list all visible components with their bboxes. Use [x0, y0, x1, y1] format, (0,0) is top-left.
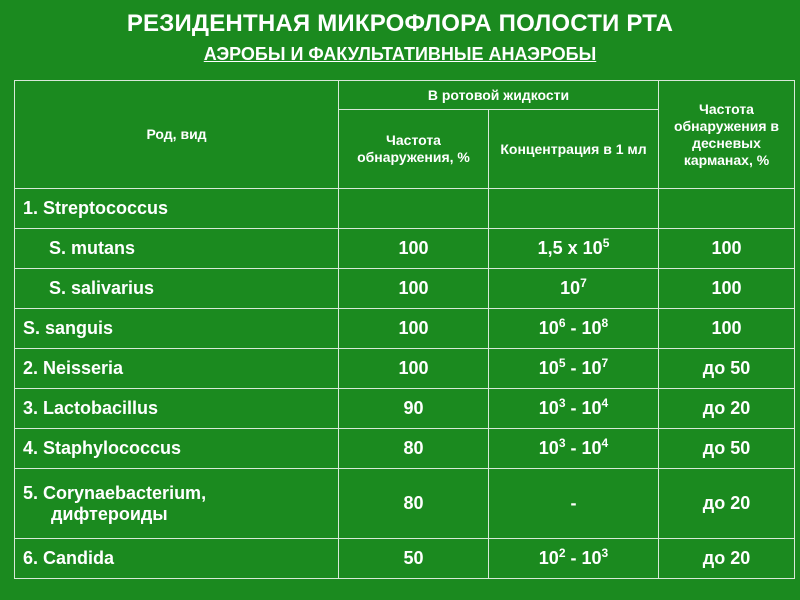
name-line-2: дифтероиды — [51, 503, 168, 524]
cell-gingival: до 20 — [659, 539, 795, 579]
cell-frequency: 100 — [339, 349, 489, 389]
conc-low-base: 10 — [538, 318, 559, 338]
cell-name: S. mutans — [15, 229, 339, 269]
cell-gingival: 100 — [659, 229, 795, 269]
table-row — [15, 229, 795, 269]
cell-frequency: 100 — [339, 309, 489, 349]
conc-low-exponent: 3 — [558, 396, 566, 410]
table-row — [15, 269, 795, 309]
range-separator: - — [565, 438, 582, 458]
conc-high-exponent: 4 — [601, 396, 609, 410]
cell-gingival: до 50 — [659, 429, 795, 469]
page-title: РЕЗИДЕНТНАЯ МИКРОФЛОРА ПОЛОСТИ РТА — [126, 10, 674, 37]
cell-concentration: - — [489, 469, 659, 539]
microflora-table — [14, 80, 795, 579]
conc-low-base: 10 — [538, 548, 559, 568]
cell-name: S. sanguis — [15, 309, 339, 349]
cell-frequency: 80 — [339, 429, 489, 469]
cell-concentration — [489, 189, 659, 229]
cell-concentration — [489, 269, 659, 309]
table-row — [15, 389, 795, 429]
cell-concentration — [489, 309, 659, 349]
header-gingival: Частота обнаружения в десневых карманах, % — [659, 81, 795, 189]
table-row — [15, 539, 795, 579]
conc-base: 1,5 x 10 — [537, 238, 603, 258]
header-concentration: Концентрация в 1 мл — [489, 110, 659, 189]
cell-name: S. salivarius — [15, 269, 339, 309]
range-separator: - — [565, 318, 582, 338]
conc-high-base: 10 — [581, 358, 602, 378]
header-oral-fluid: В ротовой жидкости — [339, 81, 659, 110]
conc-low-exponent: 5 — [558, 356, 566, 370]
page-subtitle: АЭРОБЫ И ФАКУЛЬТАТИВНЫЕ АНАЭРОБЫ — [203, 44, 597, 64]
header-frequency: Частота обнаружения, % — [339, 110, 489, 189]
conc-exponent: 7 — [580, 276, 587, 290]
cell-gingival — [659, 189, 795, 229]
range-separator: - — [565, 358, 582, 378]
conc-low-base: 10 — [538, 398, 559, 418]
table-row — [15, 349, 795, 389]
conc-low-exponent: 6 — [558, 316, 566, 330]
cell-gingival: до 50 — [659, 349, 795, 389]
conc-high-exponent: 8 — [601, 316, 609, 330]
table-row — [15, 309, 795, 349]
cell-frequency — [339, 189, 489, 229]
conc-high-base: 10 — [581, 438, 602, 458]
cell-concentration — [489, 429, 659, 469]
range-separator: - — [565, 548, 582, 568]
cell-frequency: 50 — [339, 539, 489, 579]
conc-high-exponent: 4 — [601, 436, 609, 450]
range-separator: - — [565, 398, 582, 418]
cell-name: 3. Lactobacillus — [15, 389, 339, 429]
conc-low-base: 10 — [538, 438, 559, 458]
conc-base: 10 — [560, 278, 581, 298]
cell-frequency: 100 — [339, 269, 489, 309]
cell-frequency: 100 — [339, 229, 489, 269]
cell-frequency: 80 — [339, 469, 489, 539]
cell-concentration — [489, 389, 659, 429]
conc-high-base: 10 — [581, 398, 602, 418]
cell-name: 1. Streptococcus — [15, 189, 339, 229]
conc-high-base: 10 — [581, 318, 602, 338]
conc-exponent: 5 — [602, 236, 610, 250]
conc-low-exponent: 2 — [558, 546, 566, 560]
cell-gingival: 100 — [659, 309, 795, 349]
cell-concentration — [489, 229, 659, 269]
conc-high-exponent: 3 — [601, 546, 609, 560]
name-line-1: 5. Corynaebacterium, — [23, 482, 207, 503]
conc-high-base: 10 — [581, 548, 602, 568]
conc-high-exponent: 7 — [601, 356, 609, 370]
cell-name: 6. Candida — [15, 539, 339, 579]
table-row — [15, 189, 795, 229]
cell-name: 4. Staphylococcus — [15, 429, 339, 469]
table-row — [15, 429, 795, 469]
header-genus: Род, вид — [15, 81, 339, 189]
cell-concentration — [489, 349, 659, 389]
cell-gingival: 100 — [659, 269, 795, 309]
conc-low-base: 10 — [538, 358, 559, 378]
cell-gingival: до 20 — [659, 469, 795, 539]
conc-low-exponent: 3 — [558, 436, 566, 450]
cell-frequency: 90 — [339, 389, 489, 429]
header-row — [15, 81, 795, 110]
cell-concentration — [489, 539, 659, 579]
cell-name — [15, 469, 339, 539]
table-row — [15, 469, 795, 539]
cell-gingival: до 20 — [659, 389, 795, 429]
cell-name: 2. Neisseria — [15, 349, 339, 389]
